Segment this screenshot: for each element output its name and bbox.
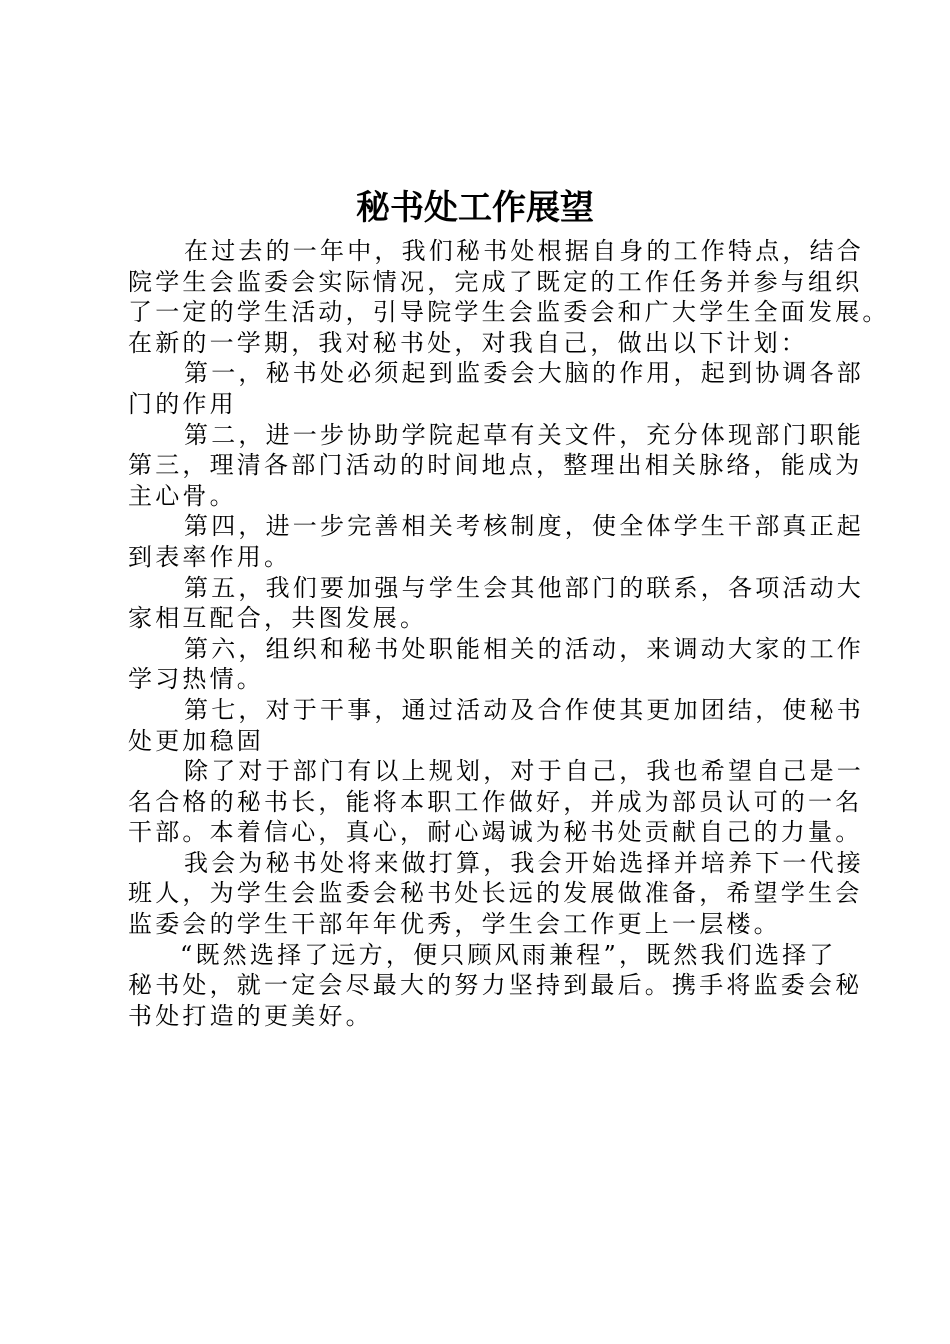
body-line: 干部。本着信心，真心，耐心竭诚为秘书处贡献自己的力量。 bbox=[128, 818, 863, 847]
body-line: 第六，组织和秘书处职能相关的活动，来调动大家的工作 bbox=[184, 634, 864, 663]
body-line: 处更加稳固 bbox=[128, 726, 264, 755]
body-line: 除了对于部门有以上规划，对于自己，我也希望自己是一 bbox=[184, 757, 864, 786]
body-line: 到表率作用。 bbox=[128, 542, 292, 571]
body-line: 第一，秘书处必须起到监委会大脑的作用，起到协调各部 bbox=[184, 359, 864, 388]
body-line: “既然选择了远方，便只顾风雨兼程”，既然我们选择了 bbox=[180, 940, 837, 969]
body-line: 在新的一学期，我对秘书处，对我自己，做出以下计划： bbox=[128, 328, 808, 357]
body-line: 了一定的学生活动，引导院学生会监委会和广大学生全面发展。 bbox=[128, 298, 890, 327]
body-line: 第四，进一步完善相关考核制度，使全体学生干部真正起 bbox=[184, 512, 864, 541]
document-title: 秘书处工作展望 bbox=[356, 188, 594, 228]
body-line: 主心骨。 bbox=[128, 481, 237, 510]
body-line: 班人，为学生会监委会秘书处长远的发展做准备，希望学生会 bbox=[128, 879, 863, 908]
body-line: 秘书处，就一定会尽最大的努力坚持到最后。携手将监委会秘 bbox=[128, 971, 863, 1000]
body-line: 名合格的秘书长，能将本职工作做好，并成为部员认可的一名 bbox=[128, 787, 863, 816]
body-line: 第三，理清各部门活动的时间地点，整理出相关脉络，能成为 bbox=[128, 451, 863, 480]
body-line: 我会为秘书处将来做打算，我会开始选择并培养下一代接 bbox=[184, 848, 864, 877]
body-line: 在过去的一年中，我们秘书处根据自身的工作特点，结合 bbox=[184, 237, 864, 265]
body-line: 第七，对于干事，通过活动及合作使其更加团结，使秘书 bbox=[184, 695, 864, 724]
body-line: 监委会的学生干部年年优秀，学生会工作更上一层楼。 bbox=[128, 910, 781, 939]
document-body bbox=[128, 236, 890, 1031]
body-line: 第二，进一步协助学院起草有关文件，充分体现部门职能 bbox=[184, 420, 864, 449]
body-line: 院学生会监委会实际情况，完成了既定的工作任务并参与组织 bbox=[128, 267, 863, 296]
body-line: 家相互配合，共图发展。 bbox=[128, 604, 428, 633]
body-line: 书处打造的更美好。 bbox=[128, 1001, 373, 1030]
body-line: 学习热情。 bbox=[128, 665, 264, 694]
body-line: 门的作用 bbox=[128, 389, 237, 418]
body-line: 第五，我们要加强与学生会其他部门的联系，各项活动大 bbox=[184, 573, 864, 602]
